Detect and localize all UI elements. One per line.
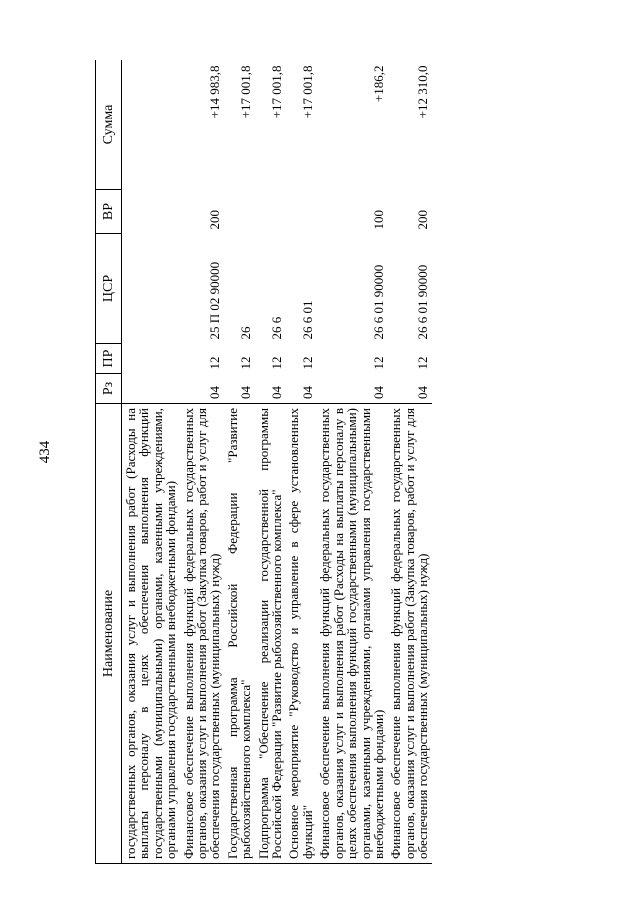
- budget-table: [95, 60, 432, 864]
- row-vr: 200: [415, 210, 431, 230]
- row-pr: 12: [269, 356, 285, 370]
- row-rz: 04: [299, 386, 315, 399]
- header-name: Наименование: [96, 404, 122, 864]
- row-rz: 04: [238, 386, 254, 399]
- row-vr: [285, 190, 316, 234]
- row-name: государственных органов, оказания услуг и выполнения работ (Расходы на выплаты персоналу в целях обеспечения выполнения функций государственными (муниципальными) органами, казенными учреждениями, органами управления государственными внебюджетными фондами): [122, 404, 180, 864]
- row-name: Государственная программа Российской Федерации "Развитие рыбохозяйственного комплекса": [224, 404, 255, 864]
- row-sum: +186,2: [370, 65, 386, 103]
- table-row: [316, 60, 387, 864]
- row-csr: 26: [238, 326, 254, 340]
- row-pr: 12: [370, 356, 386, 370]
- table-header-row: [96, 60, 122, 864]
- row-rz: 04: [370, 386, 386, 399]
- rotated-table-container: [95, 60, 593, 864]
- row-sum: +14 983,8: [207, 65, 223, 119]
- row-sum: +17 001,8: [269, 65, 285, 119]
- table-row: [285, 60, 316, 864]
- row-name: Финансовое обеспечение выполнения функций федеральных государственных органов, оказания услуг и выполнения работ (Закупка товаров, работ и услуг для обеспечения государственных (муниципальных) нужд): [387, 404, 431, 864]
- row-csr: 26 6 01 90000: [415, 264, 431, 340]
- row-name: Подпрограмма "Обеспечение реализации государственной программы Российской Федерации "Развитие рыбохозяйственного комплекса": [255, 404, 286, 864]
- row-vr: 100: [370, 210, 386, 230]
- row-sum: +17 001,8: [299, 65, 315, 119]
- row-rz: 04: [207, 386, 223, 399]
- row-pr: 12: [415, 356, 431, 370]
- table-row: [122, 60, 180, 864]
- row-rz: 04: [269, 386, 285, 399]
- row-pr: 12: [207, 356, 223, 370]
- row-sum: +17 001,8: [238, 65, 254, 119]
- row-sum: [122, 60, 180, 190]
- row-vr: 200: [207, 210, 223, 230]
- row-pr: [122, 344, 180, 374]
- budget-table-frame: [95, 60, 593, 864]
- row-rz: [122, 374, 180, 404]
- row-csr: 26 6 01: [299, 300, 315, 340]
- table-row: [224, 60, 255, 864]
- row-vr: [224, 190, 255, 234]
- row-vr: [255, 190, 286, 234]
- row-csr: 26 6: [269, 316, 285, 340]
- row-csr: 26 6 01 90000: [370, 264, 386, 340]
- header-csr: ЦСР: [96, 234, 122, 344]
- table-row: [255, 60, 286, 864]
- header-sum: Сумма: [96, 60, 122, 190]
- table-row: [387, 60, 431, 864]
- row-csr: 25 П 02 90000: [207, 261, 223, 340]
- row-vr: [122, 190, 180, 234]
- row-name: Финансовое обеспечение выполнения функций федеральных государственных органов, оказания услуг и выполнения работ (Расходы на выплаты персоналу в целях обеспечения выполнения функций государственными (муниципальными) органами, казенными учреждениями, органами управления государственными внебюджетными фондами): [316, 404, 387, 864]
- header-pr: ПР: [96, 344, 122, 374]
- row-name: Финансовое обеспечение выполнения функций федеральных государственных органов, оказания услуг и выполнения работ (Закупка товаров, работ и услуг для обеспечения государственных (муниципальных) нужд): [180, 404, 224, 864]
- row-pr: 12: [299, 356, 315, 370]
- row-sum: +12 310,0: [415, 65, 431, 119]
- page-number: 434: [37, 440, 53, 464]
- row-csr: [122, 234, 180, 344]
- row-name: Основное мероприятие "Руководство и управление в сфере установленных функций": [285, 404, 316, 864]
- row-rz: 04: [415, 386, 431, 399]
- table-row: [180, 60, 224, 864]
- row-pr: 12: [238, 356, 254, 370]
- header-rz: Рз: [96, 374, 122, 404]
- header-vr: ВР: [96, 190, 122, 234]
